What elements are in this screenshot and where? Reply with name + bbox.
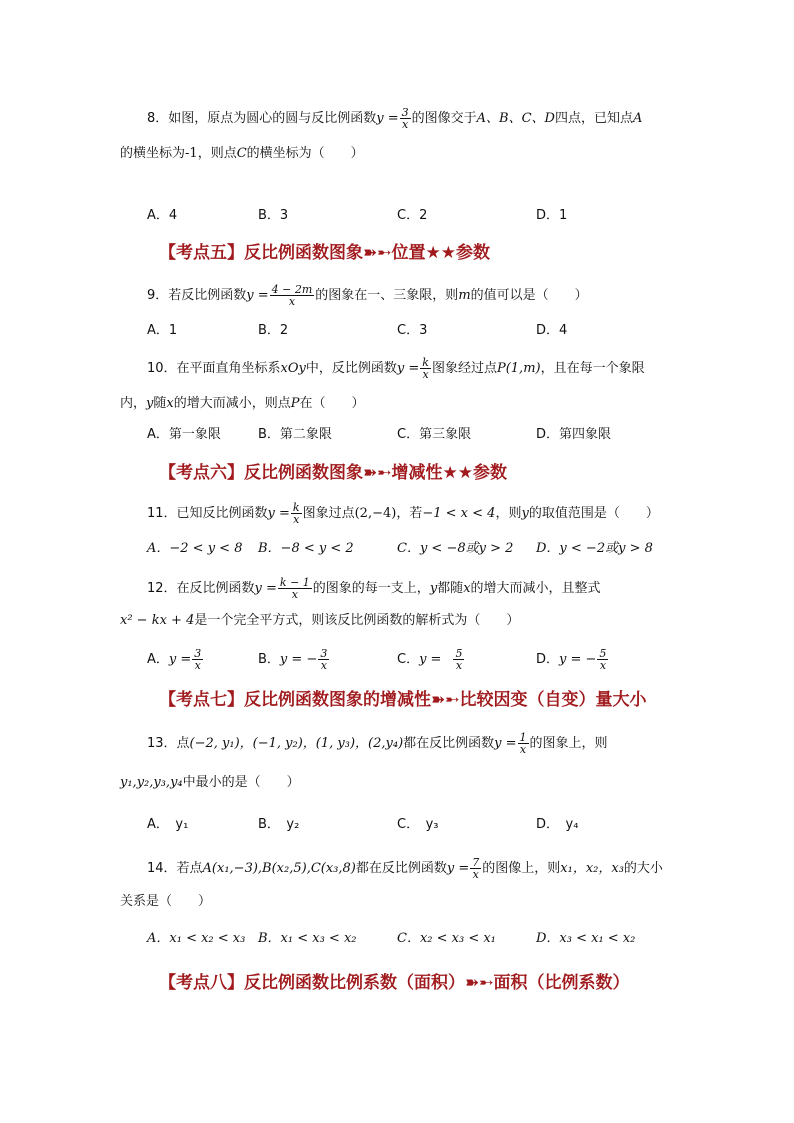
q10-line1: 10．在平面直角坐标系xOy中，反比例函数y = $\frac{k}{x}$ 图象经过点P(1,m)，且在每一个象限 <box>147 356 645 381</box>
q10-option-d[interactable]: D．第四象限 <box>536 427 612 442</box>
q10-line2: 内，y随x的增大而减小，则点P在（ ） <box>120 396 365 411</box>
q12-option-b[interactable]: B．y = − $\frac{3}{x}$ <box>258 647 328 672</box>
section-heading-6: 【考点六】反比例函数图象➽➸增减性★★参数 <box>159 463 507 483</box>
q13-line1: 13．点(−2, y₁)，(−1, y₂)，(1, y₃)，(2,y₄)都在反比例函数y = $\frac{1}{x}$ 的图象上，则 <box>147 731 608 756</box>
q13-option-d[interactable]: D． y₄ <box>536 817 579 832</box>
q8-option-a[interactable]: A．4 <box>147 208 178 223</box>
q10-fraction: $\frac{k}{x}$ <box>422 356 429 381</box>
q9-option-b[interactable]: B．2 <box>258 323 289 338</box>
q12-fraction: $\frac{k - 1}{x}$ <box>279 576 310 601</box>
q14-option-b[interactable]: B．x₁ < x₃ < x₂ <box>258 931 357 946</box>
q14-line2: 关系是（ ） <box>120 894 212 909</box>
q12-option-a[interactable]: A．y = $\frac{3}{x}$ <box>147 647 202 672</box>
q11-option-b[interactable]: B．−8 < y < 2 <box>258 541 354 556</box>
q8-option-c[interactable]: C．2 <box>397 208 428 223</box>
q8-fraction: $\frac{3}{x}$ <box>401 106 409 131</box>
q14-option-a[interactable]: A．x₁ < x₂ < x₃ <box>147 931 246 946</box>
q11-line: 11．已知反比例函数y = $\frac{k}{x}$ 图象过点(2,−4)，若−1 < x < 4，则y的取值范围是（ ） <box>147 501 659 526</box>
section-heading-5: 【考点五】反比例函数图象➽➸位置★★参数 <box>159 243 490 263</box>
q12-option-c[interactable]: C．y = $\frac{5}{x}$ <box>397 647 463 672</box>
q8-option-d[interactable]: D．1 <box>536 208 568 223</box>
q11-option-a[interactable]: A．−2 < y < 8 <box>147 541 243 556</box>
q14-option-d[interactable]: D．x₃ < x₁ < x₂ <box>536 931 636 946</box>
q13-line2: y₁,y₂,y₃,y₄中最小的是（ ） <box>120 775 300 790</box>
q14-line1: 14．若点A(x₁,−3),B(x₂,5),C(x₃,8)都在反比例函数y = $\frac{7}{x}$ 的图像上，则x₁，x₂，x₃的大小 <box>147 856 663 881</box>
q8-option-b[interactable]: B．3 <box>258 208 289 223</box>
q13-option-b[interactable]: B． y₂ <box>258 817 300 832</box>
q9-fraction: $\frac{4 - 2m}{x}$ <box>271 283 313 308</box>
q10-option-b[interactable]: B．第二象限 <box>258 427 332 442</box>
q14-option-c[interactable]: C．x₂ < x₃ < x₁ <box>397 931 496 946</box>
q11-option-d[interactable]: D．y < −2或y > 8 <box>536 541 653 556</box>
section-heading-8: 【考点八】反比例函数比例系数（面积）➽➸面积（比例系数） <box>159 973 630 993</box>
q12-line2: x² − kx + 4是一个完全平方式，则该反比例函数的解析式为（ ） <box>120 613 520 628</box>
q10-option-c[interactable]: C．第三象限 <box>397 427 472 442</box>
section-heading-7: 【考点七】反比例函数图象的增减性➽➸比较因变（自变）量大小 <box>159 690 647 710</box>
q11-fraction: $\frac{k}{x}$ <box>292 501 300 526</box>
q9-option-c[interactable]: C．3 <box>397 323 428 338</box>
q12-line1: 12．在反比例函数y = $\frac{k - 1}{x}$ 的图象的每一支上，y都随x的增大而减小，且整式 <box>147 576 601 601</box>
q8-line1: 8．如图，原点为圆心的圆与反比例函数y = $\frac{3}{x}$ 的图像交于A、B、C、D四点，已知点A <box>147 106 643 131</box>
q9-option-a[interactable]: A．1 <box>147 323 178 338</box>
q8-line2: 的横坐标为-1，则点C的横坐标为（ ） <box>120 146 364 161</box>
q12-option-d[interactable]: D．y = − $\frac{5}{x}$ <box>536 647 607 672</box>
q9-line: 9．若反比例函数y = $\frac{4 - 2m}{x}$ 的图象在一、三象限，则m的值可以是（ ） <box>147 283 588 308</box>
q9-option-d[interactable]: D．4 <box>536 323 568 338</box>
q11-option-c[interactable]: C．y < −8或y > 2 <box>397 541 514 556</box>
q13-option-c[interactable]: C． y₃ <box>397 817 439 832</box>
q10-option-a[interactable]: A．第一象限 <box>147 427 221 442</box>
q14-fraction: $\frac{7}{x}$ <box>472 856 480 881</box>
q13-option-a[interactable]: A． y₁ <box>147 817 189 832</box>
q13-fraction: $\frac{1}{x}$ <box>519 731 527 756</box>
